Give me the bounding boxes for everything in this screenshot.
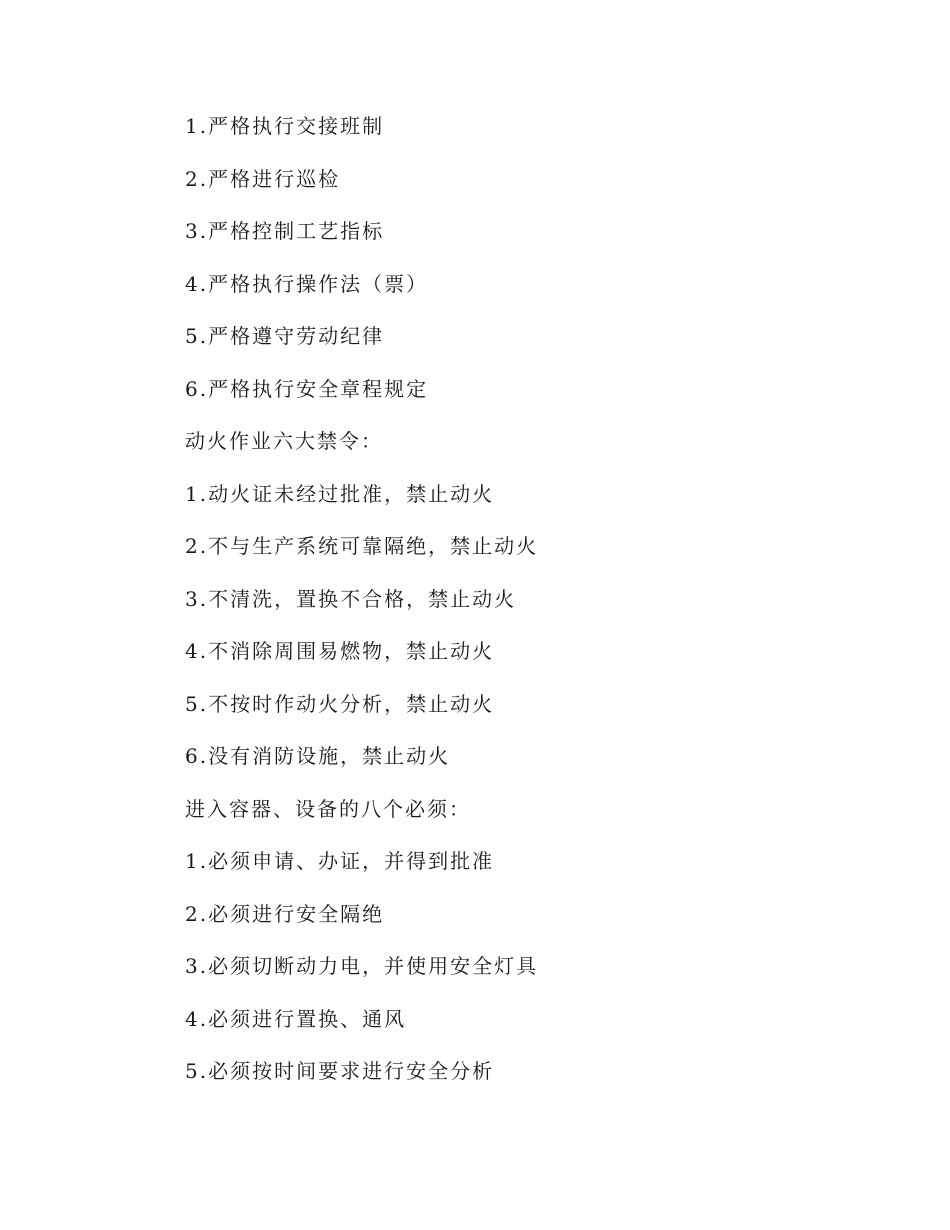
list-item: 3.不清洗，置换不合格，禁止动火: [185, 586, 517, 611]
list-item: 3.严格控制工艺指标: [185, 219, 385, 243]
list-item: 1.严格执行交接班制: [185, 114, 385, 138]
list-item: 5.严格遵守劳动纪律: [185, 324, 385, 348]
list-item: 6.严格执行安全章程规定: [185, 376, 429, 401]
list-item: 2.严格进行巡检: [185, 166, 341, 191]
list-item: 5.必须按时间要求进行安全分析: [185, 1059, 495, 1083]
list-item: 2.不与生产系统可靠隔绝，禁止动火: [185, 534, 539, 558]
list-item: 4.必须进行置换、通风: [185, 1006, 407, 1031]
list-item: 1.必须申请、办证，并得到批准: [185, 849, 495, 873]
list-item: 5.不按时作动火分析，禁止动火: [185, 691, 495, 716]
list-item: 2.必须进行安全隔绝: [185, 901, 385, 926]
list-item: 1.动火证未经过批准，禁止动火: [185, 481, 495, 506]
document-body: [185, 110, 885, 1108]
list-item: 4.严格执行操作法（票）: [185, 271, 429, 296]
section-heading: 进入容器、设备的八个必须：: [185, 796, 471, 821]
list-item: 6.没有消防设施，禁止动火: [185, 744, 451, 768]
list-item: 3.必须切断动力电，并使用安全灯具: [185, 954, 539, 978]
section-heading: 动火作业六大禁令：: [185, 429, 383, 453]
list-item: 4.不消除周围易燃物，禁止动火: [185, 639, 495, 663]
